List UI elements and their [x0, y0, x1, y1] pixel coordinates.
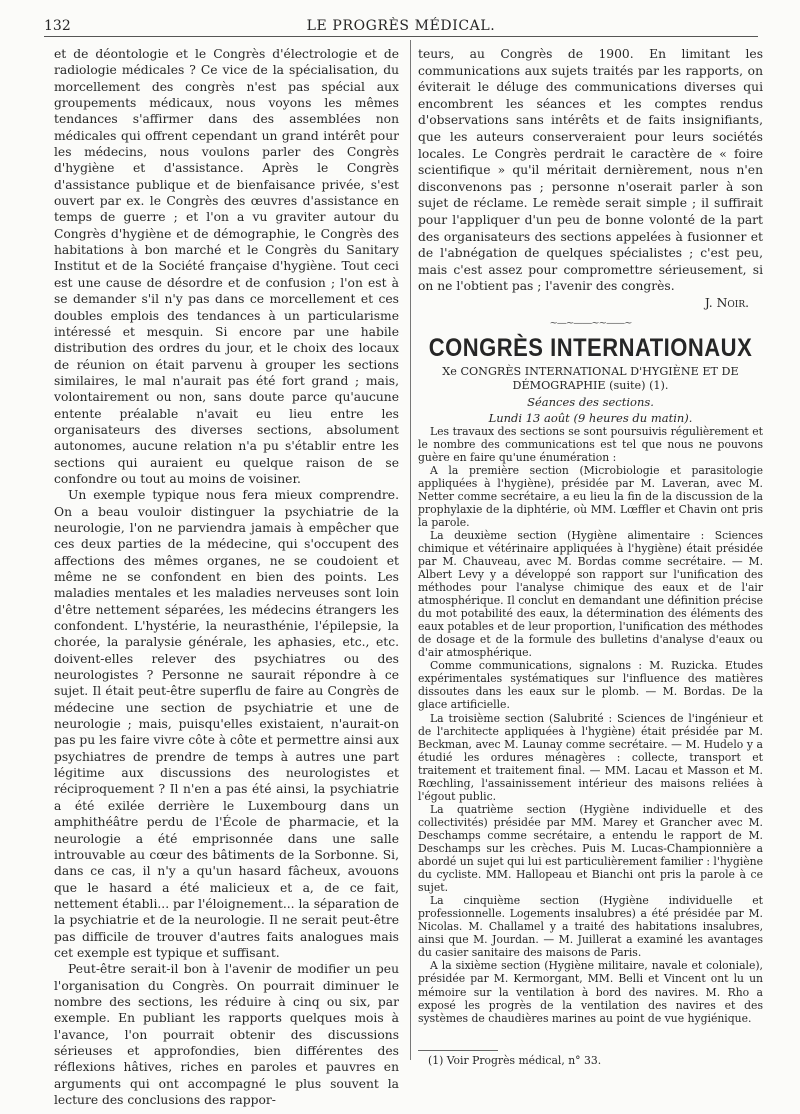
footnote-rule: [418, 1050, 498, 1051]
paragraph: Un exemple typique nous fera mieux comprendre. On a beau vouloir distinguer la psychiatrie de la neurologie, l'on ne parviendra jamais à empêcher que ces deux parties de la médecine, qui s'occupent des affections des mêmes organes, ne se coudoient et même ne se confondent en bien des points. Les maladies mentales et les maladies nerveuses sont loin d'être nettement séparées, les médecins étrangers les confondent. L'hystérie, la neurasthénie, l'épilepsie, la chorée, la paralysie générale, les aphasies, etc., etc. doivent-elles relever des psychiatres ou des neurologistes ? Personne ne saurait répondre à ce sujet. Il était peut-être superflu de faire au Congrès de médecine une section de psychiatrie et une de neurologie ; mais, puisqu'elles existaient, n'aurait-on pas pu les faire vivre côte à côte et permettre ainsi aux psychiatres de prendre de temps à autres une part légitime aux discussions des neurologistes et réciproquement ? Il n'en a pas été ainsi, la psychiatrie a été exilée derrière le Luxembourg dans un amphithéâtre perdu de l'École de pharmacie, et la neurologie a été emprisonnée dans une salle introuvable au cœur des bâtiments de la Sorbonne. Si, dans ce cas, il n'y a qu'un hasard fâcheux, avouons que le hasard a été malicieux et a, de ce fait, nettement établi... par l'éloignement... la séparation de la psychiatrie et de la neurologie. Il ne serait peut-être pas difficile de trouver d'autres faits analogues mais cet exemple est typique et suffisant.: [54, 488, 399, 960]
footnote: (1) Voir Progrès médical, n° 33.: [428, 1054, 602, 1067]
right-column: [418, 46, 763, 1025]
session-report: [418, 425, 763, 1025]
column-divider: [410, 40, 411, 1060]
paragraph: teurs, au Congrès de 1900. En limitant les communications aux sujets traités par les rapports, on éviterait le déluge des communications diverses qui encombrent les séances et les comptes rendus d'observations sans intérêts et de faits insignifiants, que les auteurs conserveraient pour leurs sociétés locales. Le Congrès perdrait le caractère de « foire scientifique » qu'il méritait dernièrement, nous n'en disconvenons pas ; personne n'oserait parler à son sujet de réclame. Le remède serait simple ; il suffirait pour l'appliquer d'un peu de bonne volonté de la part des organisateurs des sections appelées à fusionner et de l'abnégation de quelques spécialistes ; c'est peu, mais c'est assez pour compromettre sérieusement, si on ne l'obtient pas ; l'avenir des congrès.: [418, 47, 763, 294]
paragraph: Les travaux des sections se sont poursuivis régulièrement et le nombre des communications est tel que nous ne pouvons guère en faire qu'une énumération :: [418, 424, 763, 464]
paragraph: et de déontologie et le Congrès d'électrologie et de radiologie médicales ? Ce vice de la spécialisation, du morcellement des congrès n'est pas spécial aux groupements médicaux, nous voyons les mêmes tendances s'affirmer dans des assemblées non médicales qui offrent cependant un grand intérêt pour les médecins, nous voulons parler des Congrès d'hygiène et d'assistance. Après le Congrès d'assistance publique et de bienfaisance privée, s'est ouvert par ex. le Congrès des œuvres d'assistance en temps de guerre ; et l'on a vu graviter autour du Congrès d'hygiène et de démographie, le Congrès des habitations à bon marché et le Congrès du Sanitary Institut et de la Société française d'hygiène. Tout ceci est une cause de désordre et de confusion ; l'on est à se demander s'il n'y pas dans ce morcellement et ces doubles emplois des tendances à un particularisme intéressé et mesquin. Si encore par une habile distribution des ordres du jour, et le choix des locaux de réunion on était parvenu à grouper les sections similaires, le mal n'aurait pas été fort grand ; mais, volontairement ou non, sans doute parce qu'aucune entente préalable n'avait eu lieu entre les organisateurs des diverses sections, absolument autonomes, aucune relation n'a pu s'établir entre les sections qui auraient eu quelque raison de se confondre ou tout au moins de voisiner.: [54, 47, 399, 486]
paragraph: La quatrième section (Hygiène individuelle et des collectivités) présidée par MM. Marey et Grancher avec M. Deschamps comme secrétaire, a entendu le rapport de M. Deschamps sur les crèches. Puis M. Lucas-Championnière a abordé un sujet qui lui est particulièrement familier : l'hygiène du cycliste. MM. Hallopeau et Bianchi ont pris la parole à ce sujet.: [418, 802, 763, 895]
left-column: [54, 46, 399, 1108]
congress-title: Xe CONGRÈS INTERNATIONAL D'HYGIÈNE ET DE DÉMOGRAPHIE (suite) (1).: [442, 364, 739, 392]
subheading: Séances des sections.: [527, 394, 654, 409]
paragraph: La troisième section (Salubrité : Sciences de l'ingénieur et de l'architecte appliquées à l'hygiène) était présidée par M. Beckman, avec M. Launay comme secrétaire. — M. Hudelo y a étudié les ordures ménagères : collecte, transport et traitement et traitement final. — MM. Lacau et Masson et M. Rœchling, l'assainissement intérieur des maisons reliées à l'égout public.: [418, 711, 763, 803]
paragraph: A la sixième section (Hygiène militaire, navale et coloniale), présidée par M. Kermorgant, MM. Belli et Vincent ont lu un mémoire sur la ventilation à bord des navires. M. Rho a exposé les progrès de la ventilation des navires et des systèmes de chaudières marines au point de vue hygiénique.: [418, 959, 763, 1025]
page-number: 132: [44, 18, 71, 34]
section-title: CONGRÈS INTERNATIONAUX: [428, 332, 753, 362]
paragraph: La deuxième section (Hygiène alimentaire : Sciences chimique et vétérinaire appliquées à l'hygiène) était présidée par M. Chauveau, avec M. Bordas comme secrétaire. — M. Albert Levy y a développé son rapport sur l'unification des méthodes pour l'analyse chimique des eaux et de l'air atmosphérique. Il conclut en demandant une définition précise du mot potabilité des eaux, la détermination des éléments des eaux potables et de leur proportion, l'unification des méthodes de dosage et de la formule des bulletins d'analyse d'eaux ou d'air atmosphérique.: [418, 528, 763, 660]
paragraph: Peut-être serait-il bon à l'avenir de modifier un peu l'organisation du Congrès. On pourrait diminuer le nombre des sections, les réduire à cinq ou six, par exemple. En publiant les rapports quelques mois à l'avance, l'on pourrait obtenir des discussions sérieuses et approfondies, bien différentes des réflexions hâtives, riches en paroles et pauvres en arguments qui ont accompagné le plus souvent la lecture des conclusions des rappor-: [54, 962, 399, 1107]
journal-title: LE PROGRÈS MÉDICAL.: [306, 18, 496, 34]
date-line: Lundi 13 août (9 heures du matin).: [488, 410, 693, 425]
ornament-divider: ~—~——~~——~: [549, 317, 632, 329]
author-signature: J. Noir.: [704, 295, 749, 310]
running-header: [44, 14, 758, 37]
paragraph: A la première section (Microbiologie et parasitologie appliquées à l'hygiène), présidée par M. Laveran, avec M. Netter comme secrétaire, a eu lieu la fin de la discussion de la prophylaxie de la diphtérie, où MM. Lœffler et Chavin ont pris la parole.: [418, 463, 763, 529]
paragraph: Comme communications, signalons : M. Ruzicka. Etudes expérimentales systématiques sur l'influence des matières dissoutes dans les eaux sur le plomb. — M. Bordas. De la glace artificielle.: [418, 659, 763, 712]
paragraph: La cinquième section (Hygiène individuelle et professionnelle. Logements insalubres) a été présidée par M. Nicolas. M. Challamel y a traité des habitations insalubres, ainsi que M. Jourdan. — M. Juillerat a examiné les avantages du casier sanitaire des maisons de Paris.: [418, 894, 763, 960]
